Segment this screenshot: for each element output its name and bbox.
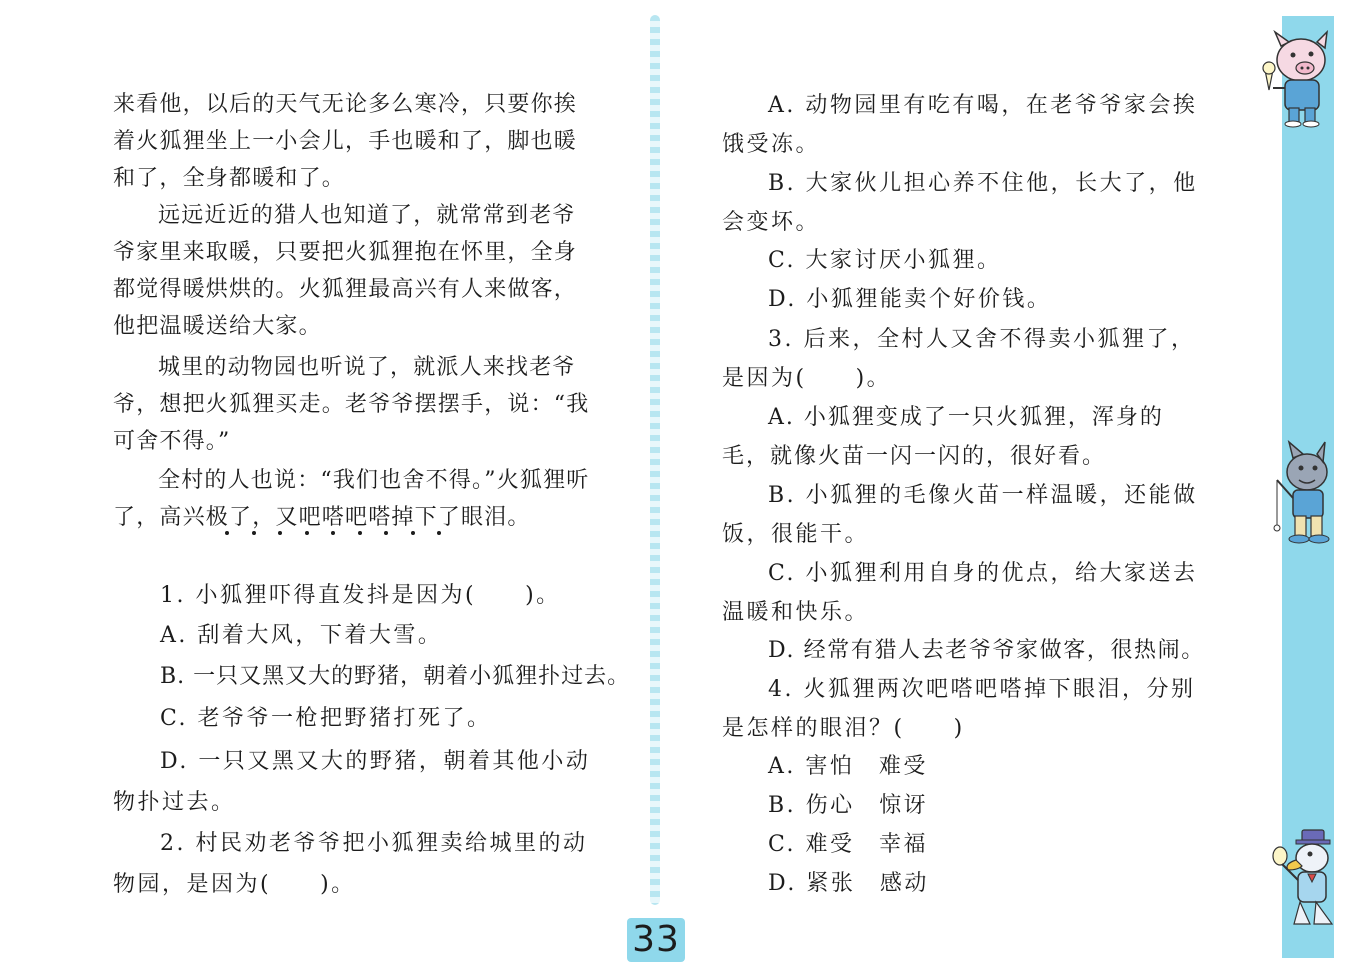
question-1-option-c: C. 老爷爷一枪把野猪打死了。 (160, 706, 492, 731)
page-divider (650, 15, 660, 905)
question-2-option-a: A. 动物园里有吃有喝，在老爷爷家会挨饿受冻。 (722, 93, 1198, 157)
question-2-option-b: B. 大家伙儿担心养不住他，长大了，他会变坏。 (722, 171, 1198, 235)
question-3-stem: 3. 后来，全村人又舍不得卖小狐狸了，是因为( )。 (722, 327, 1196, 391)
question-4-option-c: C. 难受 幸福 (768, 832, 929, 857)
pig-cartoon-icon (1255, 30, 1340, 128)
question-1-stem: 1. 小狐狸吓得直发抖是因为( )。 (160, 583, 561, 608)
story-paragraph-2: 远远近近的猎人也知道了，就常常到老爷爷家里来取暖，只要把火狐狸抱在怀里，全身都觉得暖烘烘的。火狐狸最高兴有人来做客，他把温暖送给大家。 (113, 203, 578, 339)
question-4-stem: 4. 火狐狸两次吧嗒吧嗒掉下眼泪，分别是怎样的眼泪？( ) (722, 677, 1196, 741)
question-4-option-b: B. 伤心 惊讶 (768, 793, 929, 818)
question-2-option-c: C. 大家讨厌小狐狸。 (768, 248, 1002, 273)
question-1-option-d: D. 一只又黑又大的野猪，朝着其他小动物扑过去。 (113, 749, 591, 815)
question-1-option-a: A. 刮着大风，下着大雪。 (160, 623, 443, 648)
question-3-option-a: A. 小狐狸变成了一只火狐狸，浑身的毛，就像火苗一闪一闪的，很好看。 (722, 405, 1164, 469)
story-paragraph-1: 来看他，以后的天气无论多么寒冷，只要你挨着火狐狸坐上一小会儿，手也暖和了，脚也暖和了，全身都暖和了。 (113, 92, 578, 191)
wolf-cartoon-icon (1263, 440, 1343, 550)
question-4-option-a: A. 害怕 难受 (768, 754, 928, 779)
question-2-option-d: D. 小狐狸能卖个好价钱。 (768, 287, 1052, 312)
duck-cartoon-icon (1266, 826, 1338, 930)
story-paragraph-3: 城里的动物园也听说了，就派人来找老爷爷，想把火狐狸买走。老爷爷摆摆手，说：“我可舍不得。” (113, 355, 590, 454)
question-3-option-b: B. 小狐狸的毛像火苗一样温暖，还能做饭，很能干。 (722, 483, 1198, 547)
story-paragraph-4: 全村的人也说：“我们也舍不得。”火狐狸听了，高兴极了，又吧嗒吧嗒掉下了眼泪。 (113, 468, 590, 530)
emphasis-dots (225, 531, 441, 539)
question-1-option-b: B. 一只又黑又大的野猪，朝着小狐狸扑过去。 (160, 664, 631, 689)
question-3-option-d: D. 经常有猎人去老爷爷家做客，很热闹。 (768, 638, 1205, 663)
question-3-option-c: C. 小狐狸利用自身的优点，给大家送去温暖和快乐。 (722, 561, 1198, 625)
question-4-option-d: D. 紧张 感动 (768, 871, 929, 896)
question-2-stem: 2. 村民劝老爷爷把小狐狸卖给城里的动物园，是因为( )。 (113, 831, 588, 897)
page-number: 33 (627, 918, 685, 962)
